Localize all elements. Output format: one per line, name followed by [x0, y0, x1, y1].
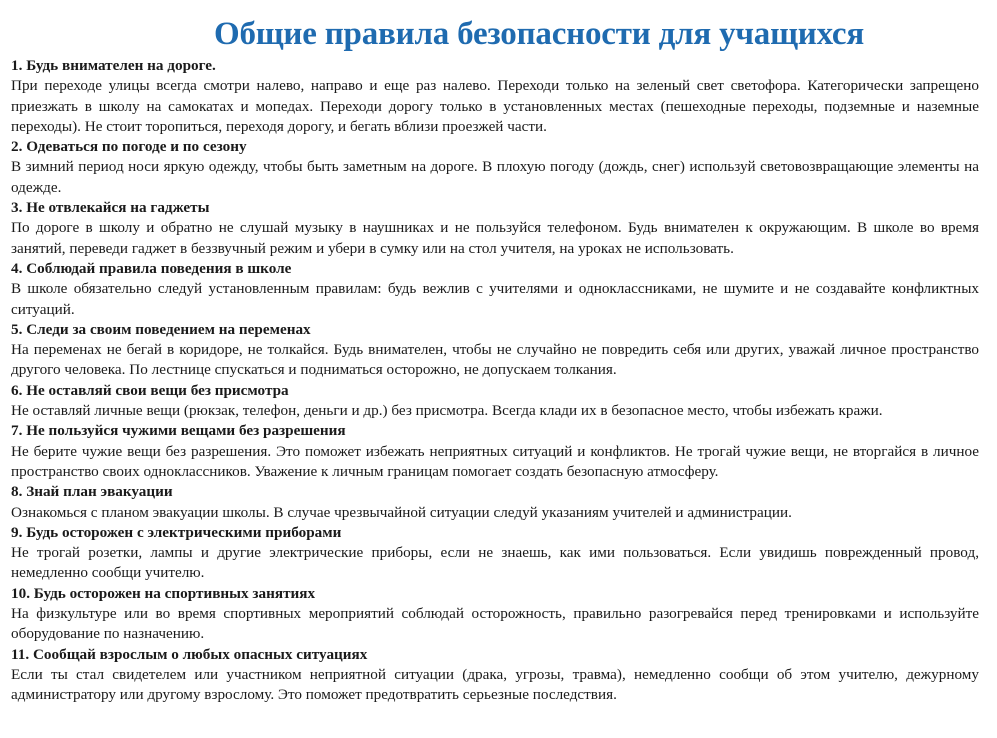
- rule-item: [11, 482, 979, 523]
- page-title: Общие правила безопасности для учащихся: [214, 16, 865, 52]
- rule-heading: 6. Не оставляй свои вещи без присмотра: [11, 381, 289, 399]
- rule-text: При переходе улицы всегда смотри налево, направо и еще раз налево. Переходи только на зеленый свет светофора. Категорически запрещено приезжать в школу на самокатах и мопедах. Переходи дорогу только в установленных местах (пешеходные переходы, подземные и наземные переходы). Не стоит торопиться, переходя дорогу, и бегать вблизи проезжей части.: [11, 77, 979, 135]
- rule-text: На физкультуре или во время спортивных мероприятий соблюдай осторожность, правильно разогревайся перед тренировками и используйте оборудование по назначению.: [11, 605, 979, 643]
- rule-text: В зимний период носи яркую одежду, чтобы быть заметным на дороге. В плохую погоду (дождь, снег) используй световозвращающие элементы на одежде.: [11, 158, 979, 196]
- rule-text: В школе обязательно следуй установленным правилам: будь вежлив с учителями и одноклассниками, не шумите и не создавайте конфликтных ситуаций.: [11, 280, 979, 318]
- rule-heading: 8. Знай план эвакуации: [11, 483, 173, 501]
- rule-item: [11, 137, 979, 198]
- rule-item: [11, 198, 979, 259]
- rule-heading: 1. Будь внимателен на дороге.: [11, 57, 216, 74]
- rule-text: Не оставляй личные вещи (рюкзак, телефон, деньги и др.) без присмотра. Всегда клади их в безопасное место, чтобы избежать кражи.: [11, 402, 883, 420]
- rules-list: [11, 56, 979, 706]
- rule-heading: 5. Следи за своим поведением на переменах: [11, 320, 311, 338]
- rule-heading: 4. Соблюдай правила поведения в школе: [11, 259, 292, 277]
- rule-item: [11, 584, 979, 645]
- rule-item: [11, 645, 979, 706]
- rule-heading: 11. Сообщай взрослым о любых опасных ситуациях: [11, 645, 368, 663]
- rule-item: [11, 381, 979, 422]
- rule-item: [11, 56, 979, 137]
- rule-item: [11, 421, 979, 482]
- rule-text: Не трогай розетки, лампы и другие электрические приборы, если не знаешь, как ими пользоваться. Если увидишь поврежденный провод, немедленно сообщи учителю.: [11, 544, 979, 582]
- rule-heading: 3. Не отвлекайся на гаджеты: [11, 199, 210, 217]
- rule-item: [11, 259, 979, 320]
- rule-text: Если ты стал свидетелем или участником неприятной ситуации (драка, угрозы, травма), немедленно сообщи об этом учителю, дежурному администратору или другому взрослому. Это поможет предотвратить серьезные последствия.: [11, 665, 979, 704]
- rule-text: По дороге в школу и обратно не слушай музыку в наушниках и не пользуйся телефоном. Будь внимателен к окружающим. В школе во время занятий, переведи гаджет в беззвучный режим и убери в сумку или на стол учителя, на уроках не использовать.: [11, 219, 979, 257]
- rule-text: Ознакомься с планом эвакуации школы. В случае чрезвычайной ситуации следуй указаниям учителей и администрации.: [11, 503, 792, 521]
- rule-heading: 7. Не пользуйся чужими вещами без разрешения: [11, 422, 346, 440]
- rule-text: На переменах не бегай в коридоре, не толкайся. Будь внимателен, чтобы не случайно не повредить себя или других, уважай личное пространство другого человека. По лестнице спускаться и подниматься осторожно, не допускаем толкания.: [11, 341, 979, 379]
- rule-heading: 9. Будь осторожен с электрическими приборами: [11, 523, 342, 541]
- rule-heading: 2. Одеваться по погоде и по сезону: [11, 138, 247, 156]
- rule-text: Не берите чужие вещи без разрешения. Это поможет избежать неприятных ситуаций и конфликтов. Не трогай чужие вещи, не вторгайся в личное пространство своих одноклассников. Уважение к личным границам помогает создать безопасную атмосферу.: [11, 442, 979, 480]
- rule-item: [11, 320, 979, 381]
- rule-heading: 10. Будь осторожен на спортивных занятиях: [11, 584, 316, 602]
- rule-item: [11, 523, 979, 584]
